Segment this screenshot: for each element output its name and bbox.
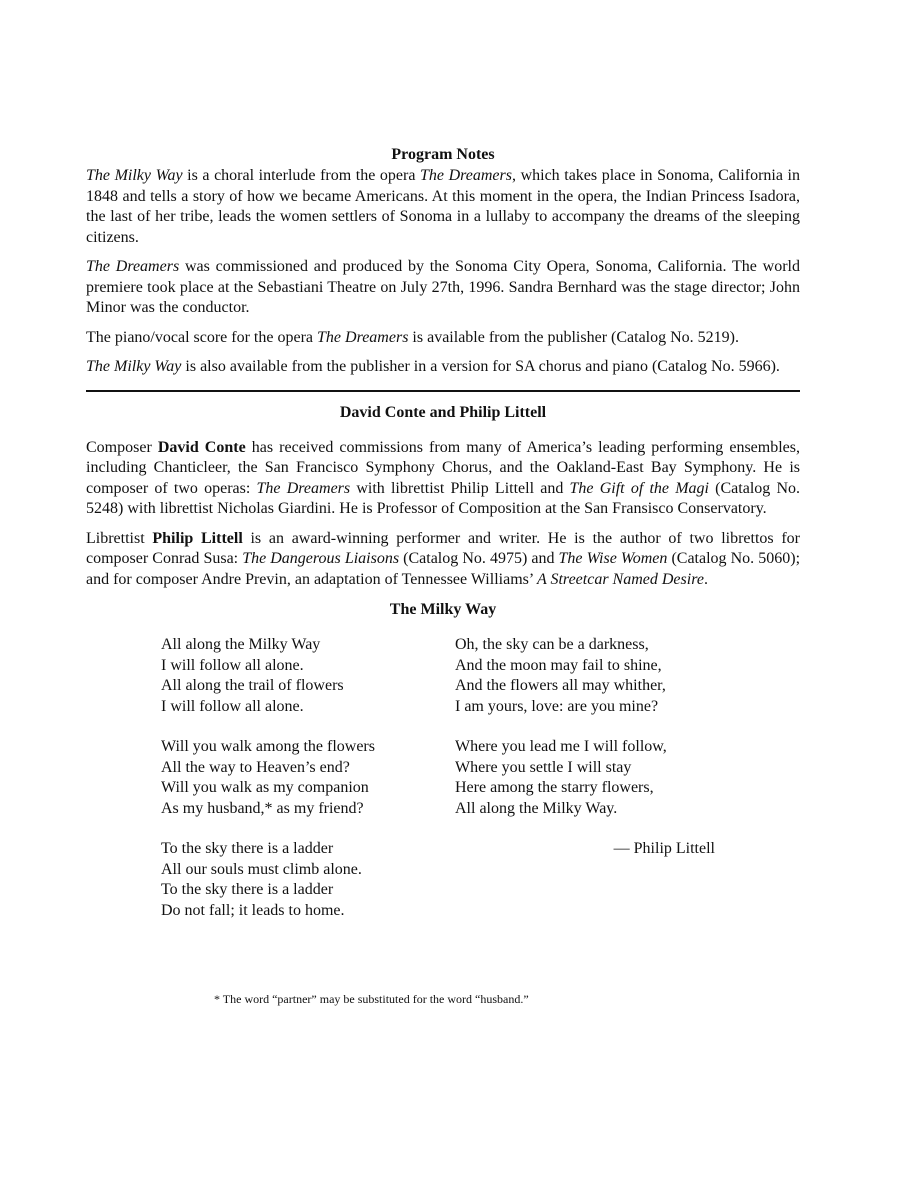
composer-bio-paragraph: Composer David Conte has received commissions from many of America’s leading performing ensembles, including Chanticleer, the San Francisco Symphony Chorus, and the Oakland-East Bay Symphony. He is composer of two operas: The Dreamers with librettist Philip Littell and The Gift of the Magi (Catalog No. 5248) with librettist Nicholas Giardini. He is Professor of Composition at the San Fransisco Conservatory. <box>86 438 801 517</box>
opera-title: The Gift of the Magi <box>569 479 709 497</box>
work-title: The Milky Way <box>86 358 182 375</box>
poem-section <box>86 599 800 1007</box>
poem-line: I will follow all alone. <box>161 656 304 674</box>
opera-title: The Dreamers <box>420 167 512 184</box>
poem-line: Here among the starry flowers, <box>455 779 654 796</box>
footnote: * The word “partner” may be substituted for the word “husband.” <box>214 992 529 1006</box>
poem-title: The Milky Way <box>389 601 497 618</box>
opera-title: The Dreamers <box>317 328 409 346</box>
poem-stanza <box>455 635 755 717</box>
poem-line: Will you walk as my companion <box>161 779 369 796</box>
poem-text <box>86 635 800 995</box>
poem-line: Oh, the sky can be a darkness, <box>455 636 649 653</box>
composers-section <box>86 402 800 591</box>
poem-line: To the sky there is a ladder <box>161 881 334 898</box>
librettist-bio-paragraph: Librettist Philip Littell is an award-winning performer and writer. He is the author of two librettos for composer Conrad Susa: The Dangerous Liaisons (Catalog No. 4975) and The Wise Women (Catalog No. 5060); and for composer Andre Previn, an adaptation of Tennessee Williams’ A Streetcar Named Desire. <box>86 529 801 588</box>
poem-stanza <box>455 737 755 819</box>
program-notes-paragraph: The Dreamers was commissioned and produced by the Sonoma City Opera, Sonoma, California. The world premiere took place at the Sebastiani Theatre on July 27th, 1996. Sandra Bernhard was the stage director; John Minor was the conductor. <box>86 258 800 316</box>
adaptation-title: A Streetcar Named Desire <box>537 570 704 588</box>
composers-heading: David Conte and Philip Littell <box>339 403 547 421</box>
poem-line: All along the Milky Way. <box>455 799 618 817</box>
libretto-title: The Dangerous Liaisons <box>242 550 400 567</box>
program-notes-paragraph: The piano/vocal score for the opera The Dreamers is available from the publisher (Catalog No. 5219). <box>86 328 740 346</box>
opera-title: The Dreamers <box>86 258 180 275</box>
program-notes-paragraph: The Milky Way is a choral interlude from the opera The Dreamers, which takes place in Sonoma, California in 1848 and tells a story of how we became Americans. At this moment in the opera, the Indian Princess Isadora, the last of her tribe, leads the women settlers of Sonoma in a lullaby to accompany the dreams of the sleeping citizens. <box>86 167 800 246</box>
poem-line: To the sky there is a ladder <box>161 840 334 857</box>
poem-line: I am yours, love: are you mine? <box>455 697 659 715</box>
program-notes-heading: Program Notes <box>391 146 495 163</box>
librettist-name: Philip Littell <box>152 529 243 547</box>
libretto-title: The Wise Women <box>558 550 668 567</box>
composer-name: David Conte <box>157 438 246 456</box>
poem-line: All our souls must climb alone. <box>161 860 362 878</box>
section-divider <box>86 390 800 392</box>
poem-line: All the way to Heaven’s end? <box>161 758 350 776</box>
poem-line: Where you settle I will stay <box>455 758 632 776</box>
poem-line: All along the Milky Way <box>161 636 321 653</box>
poem-line: Do not fall; it leads to home. <box>161 901 345 919</box>
work-title: The Milky Way <box>86 167 183 184</box>
poem-right-column <box>455 635 755 860</box>
poem-attribution: — Philip Littell <box>613 840 715 857</box>
poem-line: And the flowers all may whither, <box>455 677 666 694</box>
poem-line: Where you lead me I will follow, <box>455 738 667 755</box>
poem-left-column <box>161 635 441 941</box>
program-notes-paragraph: The Milky Way is also available from the publisher in a version for SA chorus and piano (Catalog No. 5966). <box>86 358 780 375</box>
poem-line: And the moon may fail to shine, <box>455 656 662 674</box>
poem-line: I will follow all alone. <box>161 697 304 715</box>
program-notes-section <box>86 144 800 378</box>
poem-stanza <box>161 737 441 819</box>
poem-line: As my husband,* as my friend? <box>161 799 364 817</box>
opera-title: The Dreamers <box>256 479 351 497</box>
poem-line: Will you walk among the flowers <box>161 738 375 755</box>
document-page <box>86 144 800 1007</box>
poem-stanza <box>161 635 441 717</box>
poem-line: All along the trail of flowers <box>161 677 344 694</box>
poem-stanza <box>161 839 441 921</box>
